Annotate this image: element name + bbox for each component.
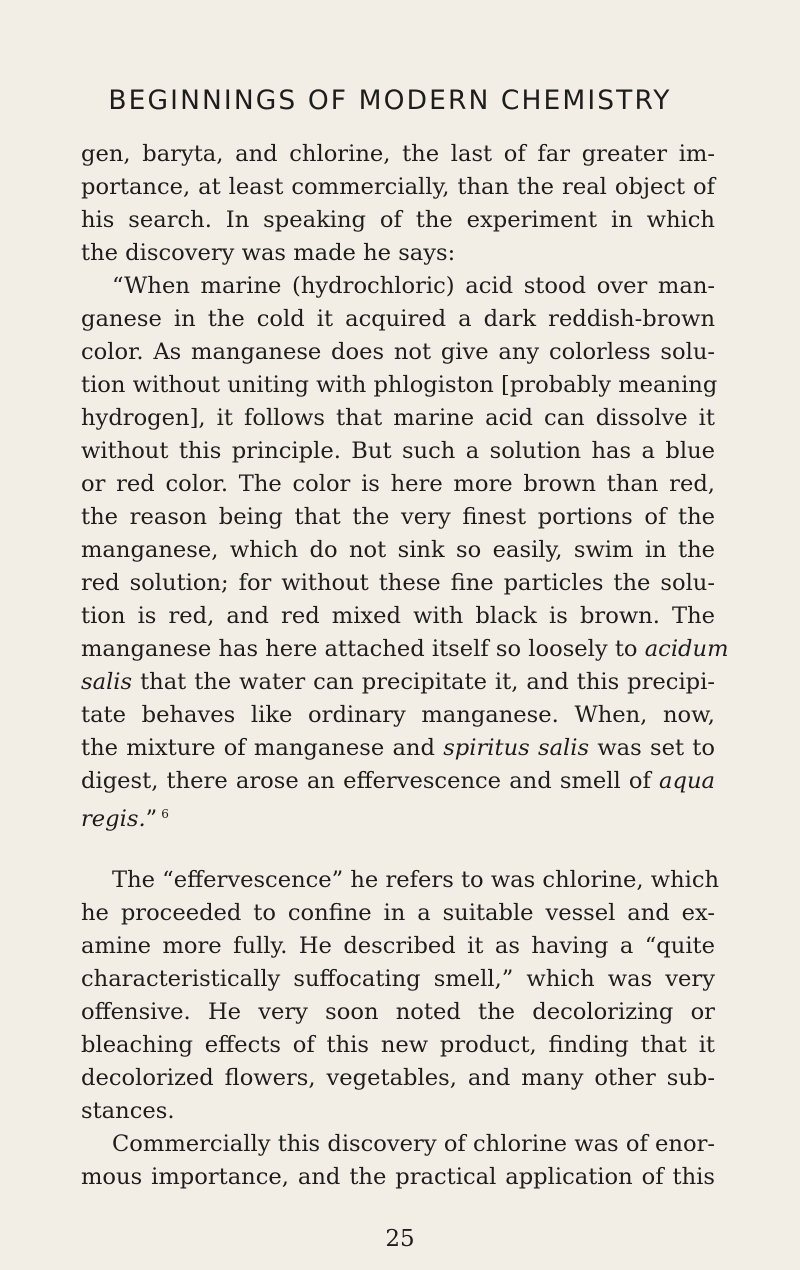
text-run: manganese has here attached itself so loosely to <box>81 636 645 662</box>
text-line: The “effervescence” he refers to was chlorine, which <box>112 867 720 893</box>
latin-term: regis. <box>81 806 146 832</box>
text-line: tate behaves like ordinary manganese. When, now, <box>81 702 715 728</box>
text-line: mous importance, and the practical application of this <box>81 1164 715 1190</box>
text-line <box>81 633 729 666</box>
text-line: manganese, which do not sink so easily, swim in the <box>81 537 715 563</box>
running-head: BEGINNINGS OF MODERN CHEMISTRY <box>108 85 672 116</box>
text-line: his search. In speaking of the experiment in which <box>81 207 715 233</box>
text-run: was set to <box>589 735 715 761</box>
text-run: ” <box>145 806 158 832</box>
text-run: that the water can precipitate it, and this precipi- <box>132 669 715 695</box>
text-line: amine more fully. He described it as having a “quite <box>81 933 715 959</box>
text-line <box>81 765 715 798</box>
text-line: color. As manganese does not give any colorless solu- <box>81 339 715 365</box>
text-line: or red color. The color is here more brown than red, <box>81 471 715 497</box>
text-line: bleaching effects of this new product, finding that it <box>81 1032 715 1058</box>
page-number: 25 <box>385 1226 415 1252</box>
text-line: without this principle. But such a solution has a blue <box>81 438 715 464</box>
text-line: “When marine (hydrochloric) acid stood over man- <box>112 273 715 299</box>
text-line: portance, at least commercially, than the real object of <box>81 174 715 200</box>
text-run: the mixture of manganese and <box>81 735 444 761</box>
text-line: decolorized flowers, vegetables, and many other sub- <box>81 1065 715 1091</box>
footnote-reference: 6 <box>161 807 169 821</box>
text-line: hydrogen], it follows that marine acid can dissolve it <box>81 405 715 431</box>
latin-term: salis <box>81 669 133 695</box>
text-line: red solution; for without these fine particles the solu- <box>81 570 715 596</box>
text-line: Commercially this discovery of chlorine was of enor- <box>112 1131 715 1157</box>
text-line <box>81 798 715 836</box>
text-line <box>81 732 715 765</box>
text-line: tion without uniting with phlogiston [probably meaning <box>81 372 718 398</box>
latin-term: aqua <box>659 768 715 794</box>
text-line: the reason being that the very finest portions of the <box>81 504 715 530</box>
text-line: tion is red, and red mixed with black is brown. The <box>81 603 715 629</box>
text-line: ganese in the cold it acquired a dark reddish-brown <box>81 306 715 332</box>
text-line: gen, baryta, and chlorine, the last of far greater im- <box>81 141 715 167</box>
text-line: the discovery was made he says: <box>81 240 456 266</box>
latin-term: acidum <box>644 636 729 662</box>
text-line: stances. <box>81 1098 175 1124</box>
text-line: he proceeded to confine in a suitable vessel and ex- <box>81 900 715 926</box>
text-run: digest, there arose an effervescence and smell of <box>81 768 660 794</box>
latin-term: spiritus salis <box>443 735 590 761</box>
text-line <box>81 666 715 699</box>
text-line: offensive. He very soon noted the decolorizing or <box>81 999 715 1025</box>
text-line: characteristically suffocating smell,” which was very <box>81 966 715 992</box>
